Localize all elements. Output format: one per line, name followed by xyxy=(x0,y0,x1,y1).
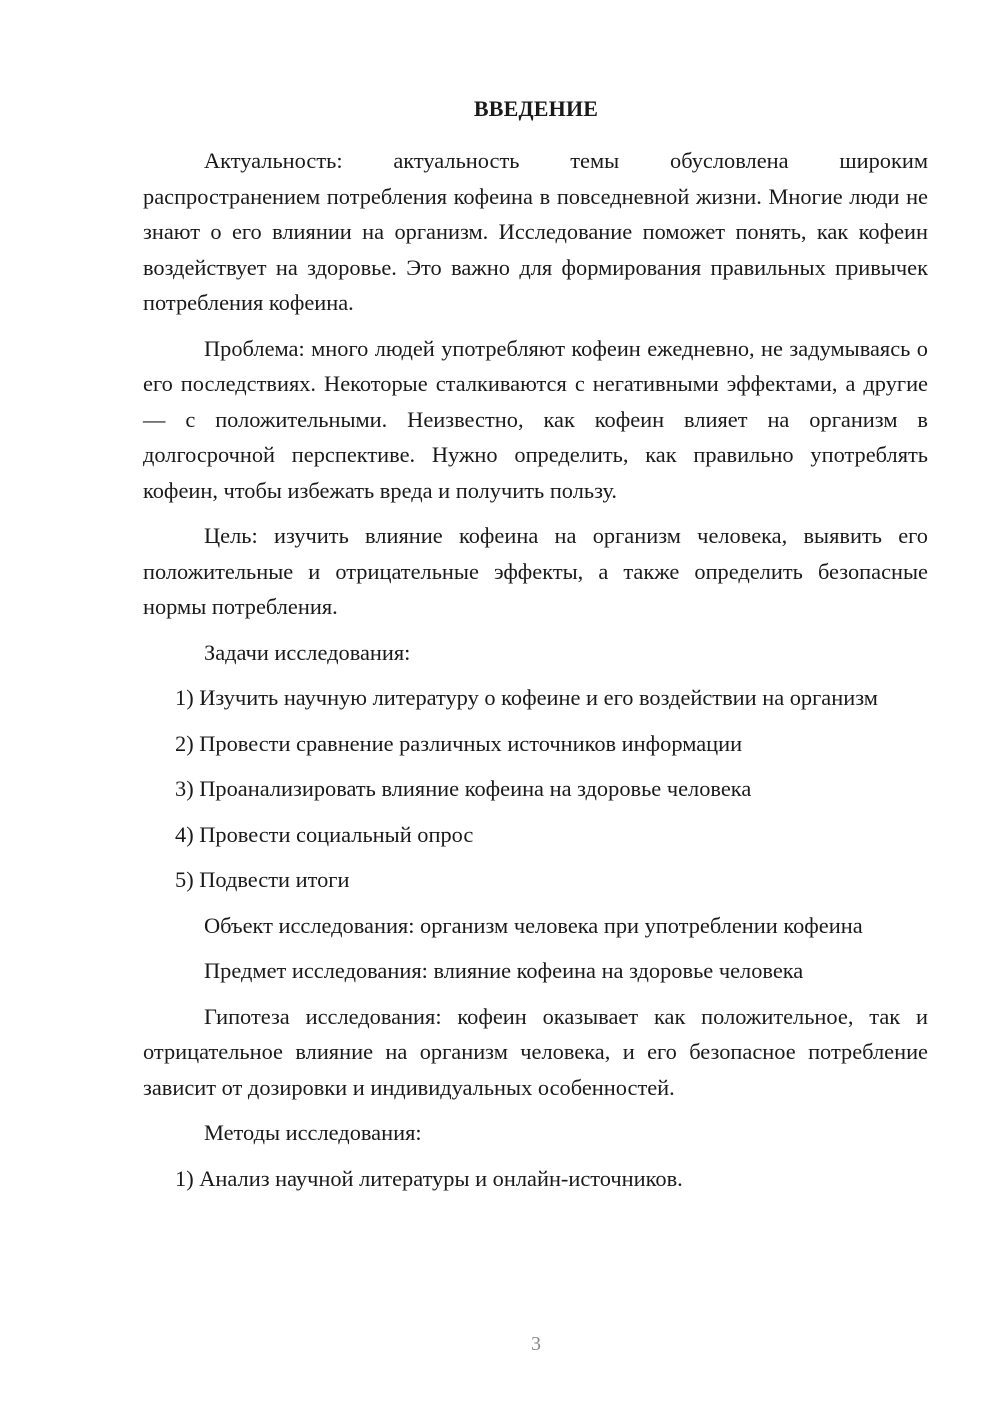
task-item: 2) Провести сравнение различных источников информации xyxy=(175,730,743,756)
task-item: 1) Изучить научную литературу о кофеине и его воздействии на организм xyxy=(175,685,878,710)
document-body xyxy=(143,143,928,1196)
page-title: ВВЕДЕНИЕ xyxy=(473,96,599,121)
problem-paragraph: Проблема: много людей употребляют кофеин ежедневно, не задумываясь о его последствиях. Некоторые сталкиваются с негативными эффектами, а другие — с положительными. Неизвестно, как кофеин влияет на организм в долгосрочной перспективе. Нужно определить, как правильно употреблять кофеин, чтобы избежать вреда и получить пользу. xyxy=(143,335,928,503)
hypothesis-paragraph: Гипотеза исследования: кофеин оказывает как положительное, так и отрицательное влияние на организм человека, и его безопасное потребление зависит от дозировки и индивидуальных особенностей. xyxy=(143,1003,928,1100)
method-item: 1) Анализ научной литературы и онлайн-источников. xyxy=(175,1165,683,1191)
task-item: 4) Провести социальный опрос xyxy=(175,821,474,847)
relevance-paragraph: Актуальность: актуальность темы обусловлена широким распространением потребления кофеина в повседневной жизни. Многие люди не знают о его влиянии на организм. Исследование поможет понять, как кофеин воздействует на здоровье. Это важно для формирования правильных привычек потребления кофеина. xyxy=(143,148,928,315)
object-paragraph: Объект исследования: организм человека при употреблении кофеина xyxy=(204,912,863,938)
task-item: 3) Проанализировать влияние кофеина на здоровье человека xyxy=(175,776,752,801)
page-number: 3 xyxy=(531,1333,541,1355)
tasks-heading: Задачи исследования: xyxy=(204,639,411,665)
task-item: 5) Подвести итоги xyxy=(175,867,350,892)
methods-heading: Методы исследования: xyxy=(204,1120,422,1145)
subject-paragraph: Предмет исследования: влияние кофеина на здоровье человека xyxy=(204,958,804,983)
goal-paragraph: Цель: изучить влияние кофеина на организм человека, выявить его положительные и отрицательные эффекты, а также определить безопасные нормы потребления. xyxy=(143,523,928,619)
